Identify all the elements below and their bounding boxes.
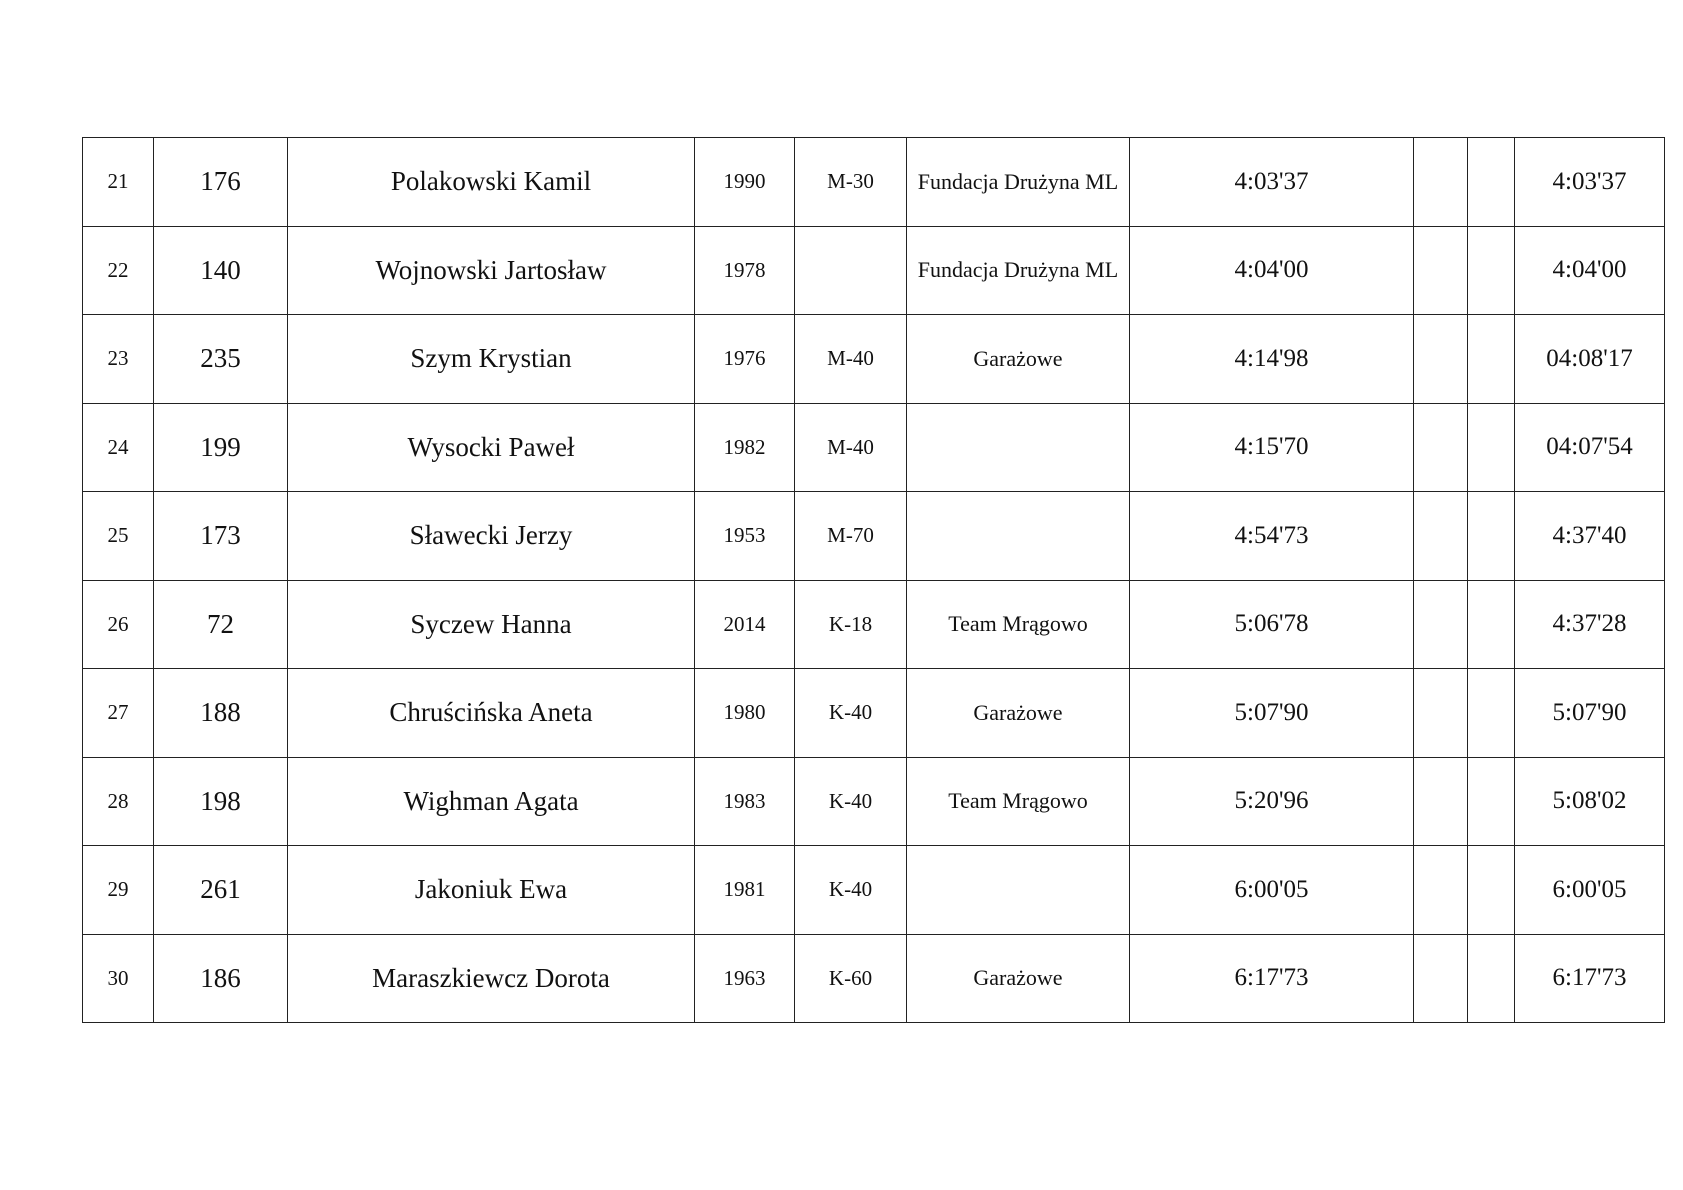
final-time-cell: 4:37'40 [1515,492,1665,581]
empty-cell-2 [1468,492,1515,581]
bib-number-cell: 72 [154,580,288,669]
time-cell: 4:04'00 [1130,226,1414,315]
place-cell: 23 [83,315,154,404]
competitor-name-cell: Wojnowski Jartosław [288,226,695,315]
club-cell: Fundacja Drużyna ML [907,226,1130,315]
final-time-cell: 04:07'54 [1515,403,1665,492]
age-category-cell: K-40 [795,757,907,846]
time-cell: 4:14'98 [1130,315,1414,404]
birth-year-cell: 1983 [695,757,795,846]
empty-cell-2 [1468,580,1515,669]
bib-number-cell: 199 [154,403,288,492]
competitor-name-cell: Jakoniuk Ewa [288,846,695,935]
table-row [83,580,1665,669]
club-cell [907,846,1130,935]
time-cell: 4:03'37 [1130,138,1414,227]
club-cell [907,403,1130,492]
table-row [83,669,1665,758]
bib-number-cell: 198 [154,757,288,846]
club-cell: Garażowe [907,669,1130,758]
time-cell: 5:20'96 [1130,757,1414,846]
club-cell [907,492,1130,581]
age-category-cell [795,226,907,315]
competitor-name-cell: Syczew Hanna [288,580,695,669]
empty-cell-1 [1414,580,1468,669]
birth-year-cell: 1976 [695,315,795,404]
place-cell: 28 [83,757,154,846]
table-row [83,315,1665,404]
empty-cell-1 [1414,403,1468,492]
empty-cell-1 [1414,226,1468,315]
final-time-cell: 6:00'05 [1515,846,1665,935]
results-table [82,137,1665,1023]
final-time-cell: 04:08'17 [1515,315,1665,404]
club-cell: Garażowe [907,934,1130,1023]
age-category-cell: K-40 [795,846,907,935]
empty-cell-1 [1414,492,1468,581]
birth-year-cell: 1982 [695,403,795,492]
age-category-cell: M-30 [795,138,907,227]
table-row [83,846,1665,935]
place-cell: 29 [83,846,154,935]
place-cell: 30 [83,934,154,1023]
results-table-body [83,138,1665,1023]
final-time-cell: 6:17'73 [1515,934,1665,1023]
competitor-name-cell: Chruścińska Aneta [288,669,695,758]
club-cell: Fundacja Drużyna ML [907,138,1130,227]
empty-cell-2 [1468,315,1515,404]
empty-cell-1 [1414,934,1468,1023]
age-category-cell: K-60 [795,934,907,1023]
competitor-name-cell: Szym Krystian [288,315,695,404]
empty-cell-2 [1468,138,1515,227]
birth-year-cell: 1963 [695,934,795,1023]
empty-cell-2 [1468,846,1515,935]
table-row [83,757,1665,846]
bib-number-cell: 140 [154,226,288,315]
final-time-cell: 4:03'37 [1515,138,1665,227]
place-cell: 27 [83,669,154,758]
table-row [83,492,1665,581]
final-time-cell: 5:07'90 [1515,669,1665,758]
place-cell: 25 [83,492,154,581]
birth-year-cell: 1981 [695,846,795,935]
bib-number-cell: 173 [154,492,288,581]
place-cell: 22 [83,226,154,315]
club-cell: Team Mrągowo [907,757,1130,846]
competitor-name-cell: Wysocki Paweł [288,403,695,492]
competitor-name-cell: Sławecki Jerzy [288,492,695,581]
place-cell: 26 [83,580,154,669]
empty-cell-1 [1414,669,1468,758]
time-cell: 6:00'05 [1130,846,1414,935]
bib-number-cell: 188 [154,669,288,758]
table-row [83,226,1665,315]
age-category-cell: K-18 [795,580,907,669]
competitor-name-cell: Wighman Agata [288,757,695,846]
bib-number-cell: 176 [154,138,288,227]
table-row [83,403,1665,492]
empty-cell-2 [1468,757,1515,846]
birth-year-cell: 1978 [695,226,795,315]
age-category-cell: K-40 [795,669,907,758]
birth-year-cell: 1990 [695,138,795,227]
final-time-cell: 5:08'02 [1515,757,1665,846]
empty-cell-1 [1414,846,1468,935]
table-row [83,934,1665,1023]
empty-cell-1 [1414,315,1468,404]
birth-year-cell: 2014 [695,580,795,669]
table-row [83,138,1665,227]
final-time-cell: 4:04'00 [1515,226,1665,315]
bib-number-cell: 261 [154,846,288,935]
time-cell: 6:17'73 [1130,934,1414,1023]
birth-year-cell: 1953 [695,492,795,581]
club-cell: Team Mrągowo [907,580,1130,669]
competitor-name-cell: Maraszkiewcz Dorota [288,934,695,1023]
age-category-cell: M-70 [795,492,907,581]
time-cell: 5:06'78 [1130,580,1414,669]
age-category-cell: M-40 [795,315,907,404]
empty-cell-2 [1468,934,1515,1023]
competitor-name-cell: Polakowski Kamil [288,138,695,227]
empty-cell-2 [1468,226,1515,315]
empty-cell-2 [1468,403,1515,492]
birth-year-cell: 1980 [695,669,795,758]
time-cell: 4:54'73 [1130,492,1414,581]
place-cell: 24 [83,403,154,492]
empty-cell-2 [1468,669,1515,758]
bib-number-cell: 235 [154,315,288,404]
place-cell: 21 [83,138,154,227]
empty-cell-1 [1414,757,1468,846]
time-cell: 5:07'90 [1130,669,1414,758]
bib-number-cell: 186 [154,934,288,1023]
club-cell: Garażowe [907,315,1130,404]
time-cell: 4:15'70 [1130,403,1414,492]
final-time-cell: 4:37'28 [1515,580,1665,669]
empty-cell-1 [1414,138,1468,227]
age-category-cell: M-40 [795,403,907,492]
